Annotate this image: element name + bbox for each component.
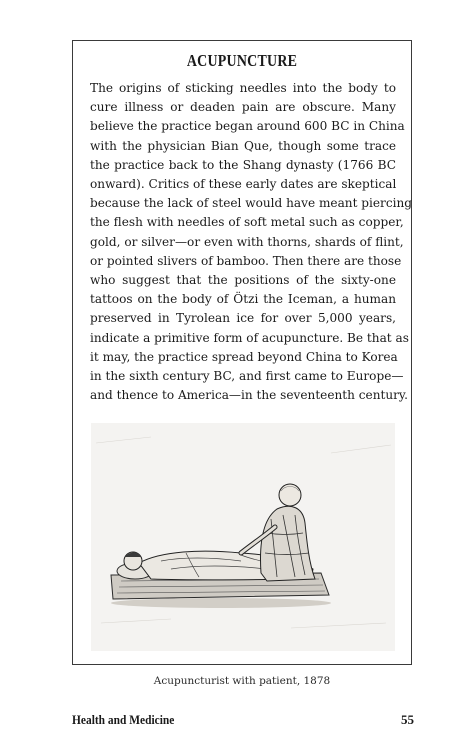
illustration-caption: Acupuncturist with patient, 1878 xyxy=(153,675,331,687)
body-line: indicate a primitive form of acupuncture. Be that as xyxy=(90,330,409,345)
body-line: onward). Critics of these early dates are skeptical xyxy=(90,177,397,192)
illustration-drawing xyxy=(91,423,395,651)
body-line: because the lack of steel would have meant piercing xyxy=(90,196,413,211)
sidebar-title: ACUPUNCTURE xyxy=(186,51,298,70)
sidebar-body-text xyxy=(90,79,413,405)
body-line: cure illness or deaden pain are obscure. Many xyxy=(90,100,396,115)
body-line: tattoos on the body of Ötzi the Iceman, a human xyxy=(90,292,396,307)
page-number: 55 xyxy=(401,712,414,727)
running-footer-section: Health and Medicine xyxy=(72,712,175,727)
body-line: believe the practice began around 600 BC in China xyxy=(90,119,405,134)
acupuncture-illustration xyxy=(91,423,395,651)
body-line: it may, the practice spread beyond China to Korea xyxy=(90,349,398,364)
body-line: who suggest that the positions of the sixty-one xyxy=(90,273,396,288)
body-line: preserved in Tyrolean ice for over 5,000 years, xyxy=(90,311,396,326)
body-line: and thence to America—in the seventeenth century. xyxy=(90,388,408,403)
body-line: gold, or silver—or even with thorns, shards of flint, xyxy=(90,234,404,249)
acupuncture-sidebar xyxy=(72,40,413,687)
body-line: in the sixth century BC, and first came to Europe— xyxy=(90,369,404,384)
body-line: the practice back to the Shang dynasty (1766 BC xyxy=(90,157,396,172)
body-line: The origins of sticking needles into the body to xyxy=(90,81,396,95)
body-line: the flesh with needles of soft metal such as copper, xyxy=(90,215,404,230)
body-line: or pointed slivers of bamboo. Then there are those xyxy=(90,253,402,268)
body-line: with the physician Bian Que, though some trace xyxy=(90,138,396,153)
